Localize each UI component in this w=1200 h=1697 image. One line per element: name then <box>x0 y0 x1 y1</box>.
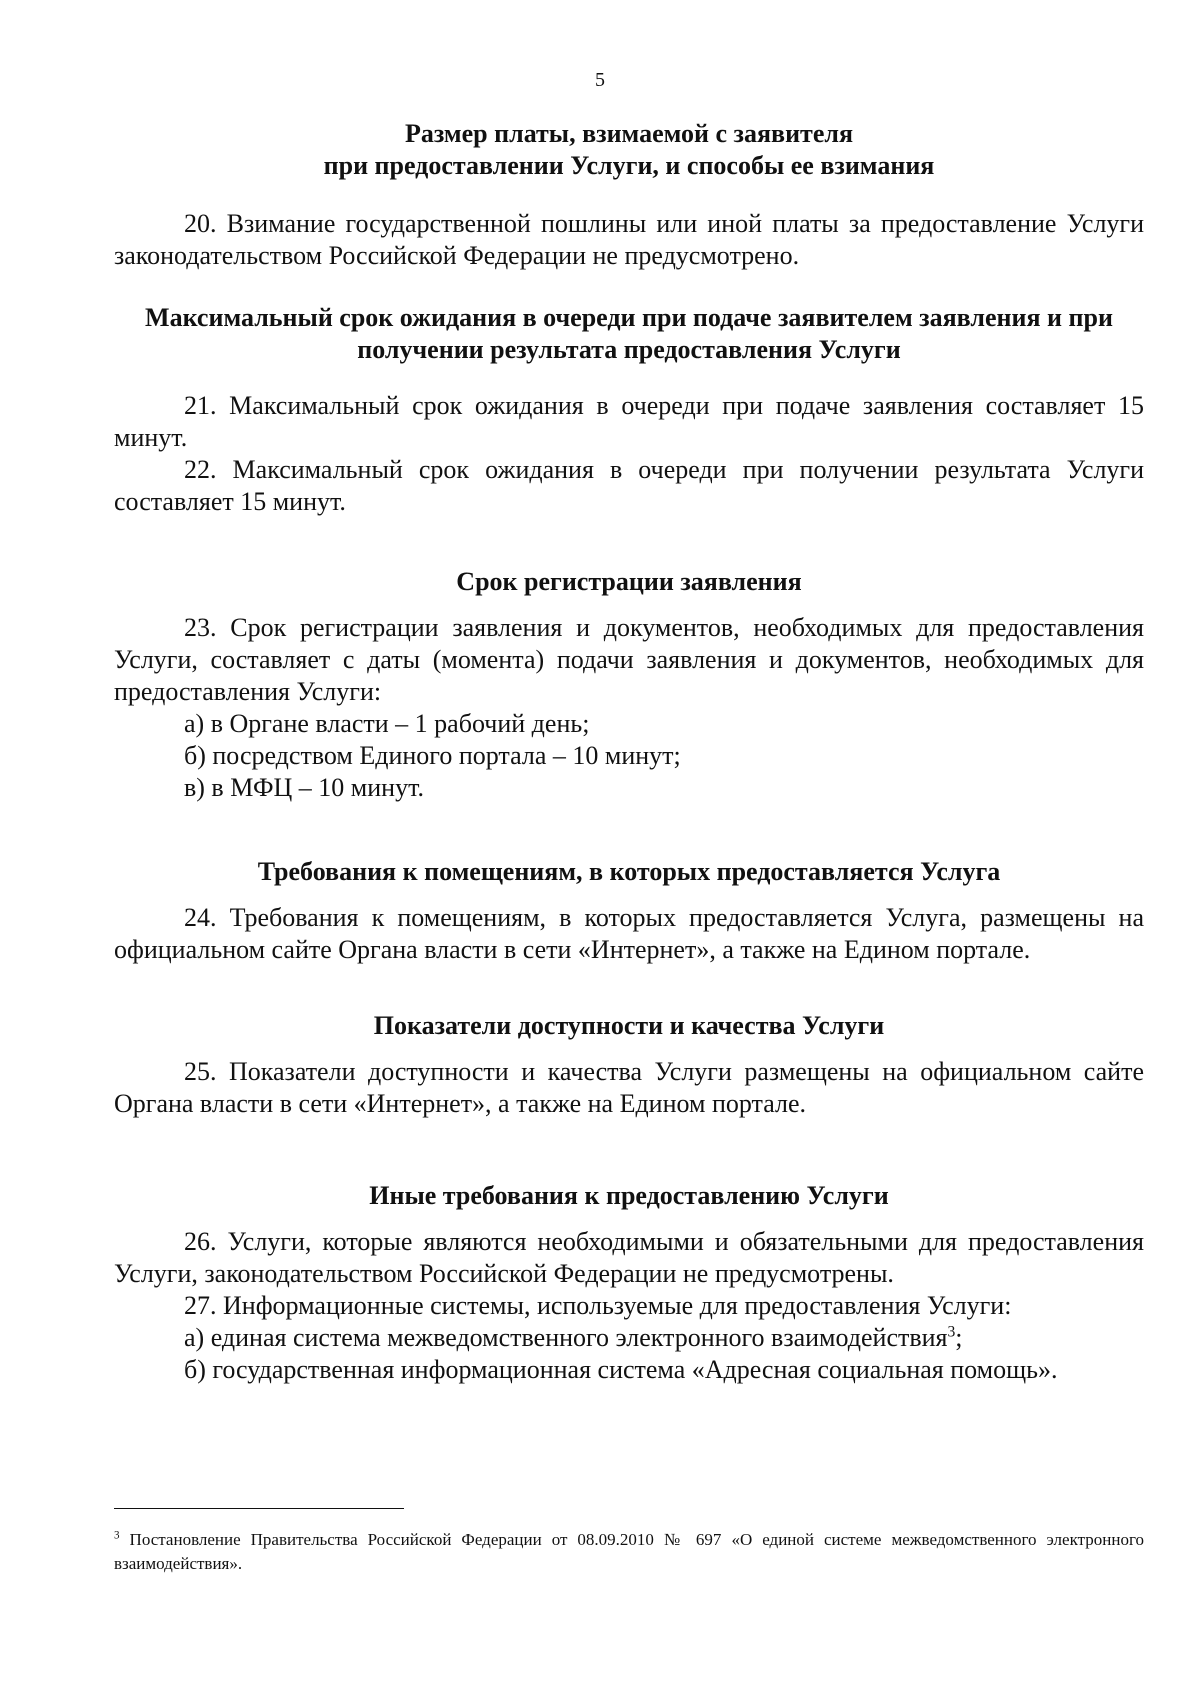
page-number: 5 <box>595 69 605 91</box>
quality-paragraphs <box>114 1056 1144 1120</box>
footnote-reference[interactable]: 3 <box>947 1323 956 1341</box>
paragraph-25: 25. Показатели доступности и качества Услуги размещены на официальном сайте Органа власти в сети «Интернет», а также на Едином портале. <box>114 1057 1144 1118</box>
heading-fee <box>114 118 1144 182</box>
heading-fee-line2: при предоставлении Услуги, и способы ее взимания <box>323 151 935 180</box>
heading-other-text: Иные требования к предоставлению Услуги <box>369 1181 889 1210</box>
paragraph-20-text: 20. Взимание государственной пошлины или иной платы за предоставление Услуги законодательством Российской Федерации не предусмотрено. <box>114 209 1144 270</box>
paragraph-24: 24. Требования к помещениям, в которых предоставляется Услуга, размещены на официальном сайте Органа власти в сети «Интернет», а также на Едином портале. <box>114 903 1144 964</box>
heading-registration <box>114 566 1144 598</box>
footnote <box>114 1528 1144 1576</box>
paragraph-23: 23. Срок регистрации заявления и документов, необходимых для предоставления Услуги, составляет с даты (момента) подачи заявления и документов, необходимых для предоставления Услуги: <box>114 613 1144 706</box>
heading-queue <box>114 302 1144 366</box>
list-item-27a <box>114 1322 1144 1354</box>
registration-paragraphs <box>114 612 1144 804</box>
heading-registration-text: Срок регистрации заявления <box>456 567 802 596</box>
footnote-marker: 3 <box>114 1529 120 1542</box>
paragraph-22: 22. Максимальный срок ожидания в очереди при получении результата Услуги составляет 15 минут. <box>114 455 1144 516</box>
list-item-27b: б) государственная информационная система «Адресная социальная помощь». <box>184 1355 1058 1384</box>
list-item-b: б) посредством Единого портала – 10 минут; <box>184 741 681 770</box>
paragraph-26: 26. Услуги, которые являются необходимыми и обязательными для предоставления Услуги, законодательством Российской Федерации не предусмотрены. <box>114 1227 1144 1288</box>
paragraph-21: 21. Максимальный срок ожидания в очереди при подаче заявления составляет 15 минут. <box>114 391 1144 452</box>
footnote-separator <box>114 1508 404 1509</box>
paragraph-27: 27. Информационные системы, используемые для предоставления Услуги: <box>184 1291 1012 1320</box>
heading-other <box>114 1180 1144 1212</box>
heading-premises-text: Требования к помещениям, в которых предоставляется Услуга <box>257 857 1001 886</box>
list-item-27a-end: ; <box>955 1323 963 1352</box>
list-item-c: в) в МФЦ – 10 минут. <box>184 773 424 802</box>
heading-queue-text: Максимальный срок ожидания в очереди при подаче заявителем заявления и при получении результата предоставления Услуги <box>145 303 1113 364</box>
other-paragraphs <box>114 1226 1144 1386</box>
heading-quality-text: Показатели доступности и качества Услуги <box>373 1011 885 1040</box>
list-item-27a-text: а) единая система межведомственного электронного взаимодействия <box>184 1323 948 1352</box>
heading-quality <box>114 1010 1144 1042</box>
queue-paragraphs <box>114 390 1144 518</box>
footnote-text: Постановление Правительства Российской Федерации от 08.09.2010 № 697 «О единой системе межведомственного электронного взаимодействия». <box>114 1530 1144 1573</box>
premises-paragraphs <box>114 902 1144 966</box>
heading-premises <box>114 856 1144 888</box>
list-item-a: а) в Органе власти – 1 рабочий день; <box>184 709 590 738</box>
paragraph-20 <box>114 208 1144 272</box>
heading-fee-line1: Размер платы, взимаемой с заявителя <box>404 119 854 148</box>
